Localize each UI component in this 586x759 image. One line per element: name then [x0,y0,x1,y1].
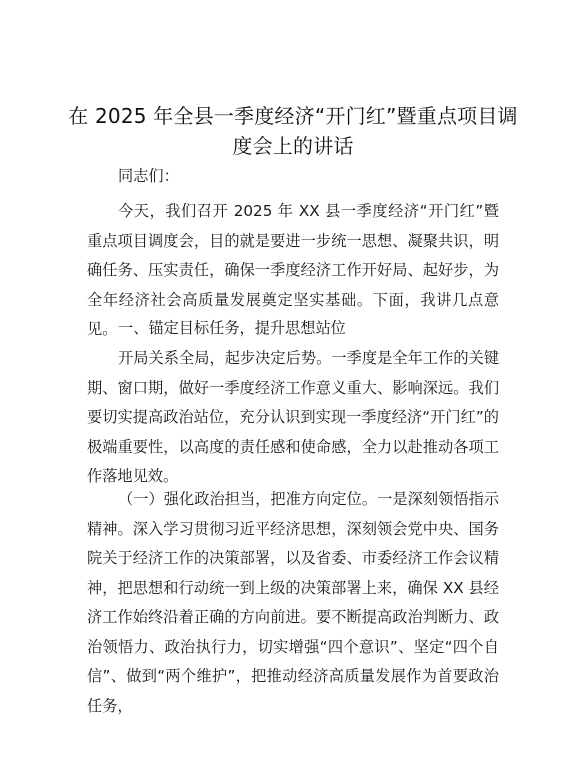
paragraph-section-1: 开局关系全局，起步决定后势。一季度是全年工作的关键期、窗口期，做好一季度经济工作意义重大、影响深远。我们要切实提高政治站位，充分认识到实现一季度经济“开门红”的极端重要性，以高度的责任感和使命感，全力以赴推动各项工作落地见效。 [87,349,499,485]
document-title: 在 2025 年全县一季度经济“开门红”暨重点项目调度会上的讲话 [68,104,518,158]
paragraph-intro: 今天，我们召开 2025 年 XX 县一季度经济“开门红”暨重点项目调度会，目的就是要进一步统一思想、凝聚共识，明确任务、压实责任，确保一季度经济工作开好局、起好步，为全年经济社会高质量发展奠定坚实基础。下面，我讲几点意见。 [87,202,499,338]
section-heading-1: 一、锚定目标任务，提升思想站位 [118,319,346,337]
paragraph-subsection-1: （一）强化政治担当，把准方向定位。一是深刻领悟指示精神。深入学习贯彻习近平经济思想，深刻领会党中央、国务院关于经济工作的决策部署，以及省委、市委经济工作会议精神，把思想和行动统一到上级的决策部署上来，确保 XX 县经济工作始终沿着正确的方向前进。要不断提高政治判断力、政治领悟力、政治执行力，切实增强“四个意识”、坚定“四个自信”、做到“两个维护”，把推动经济高质量发展作为首要政治任务， [87,490,499,715]
salutation: 同志们： [118,167,179,185]
